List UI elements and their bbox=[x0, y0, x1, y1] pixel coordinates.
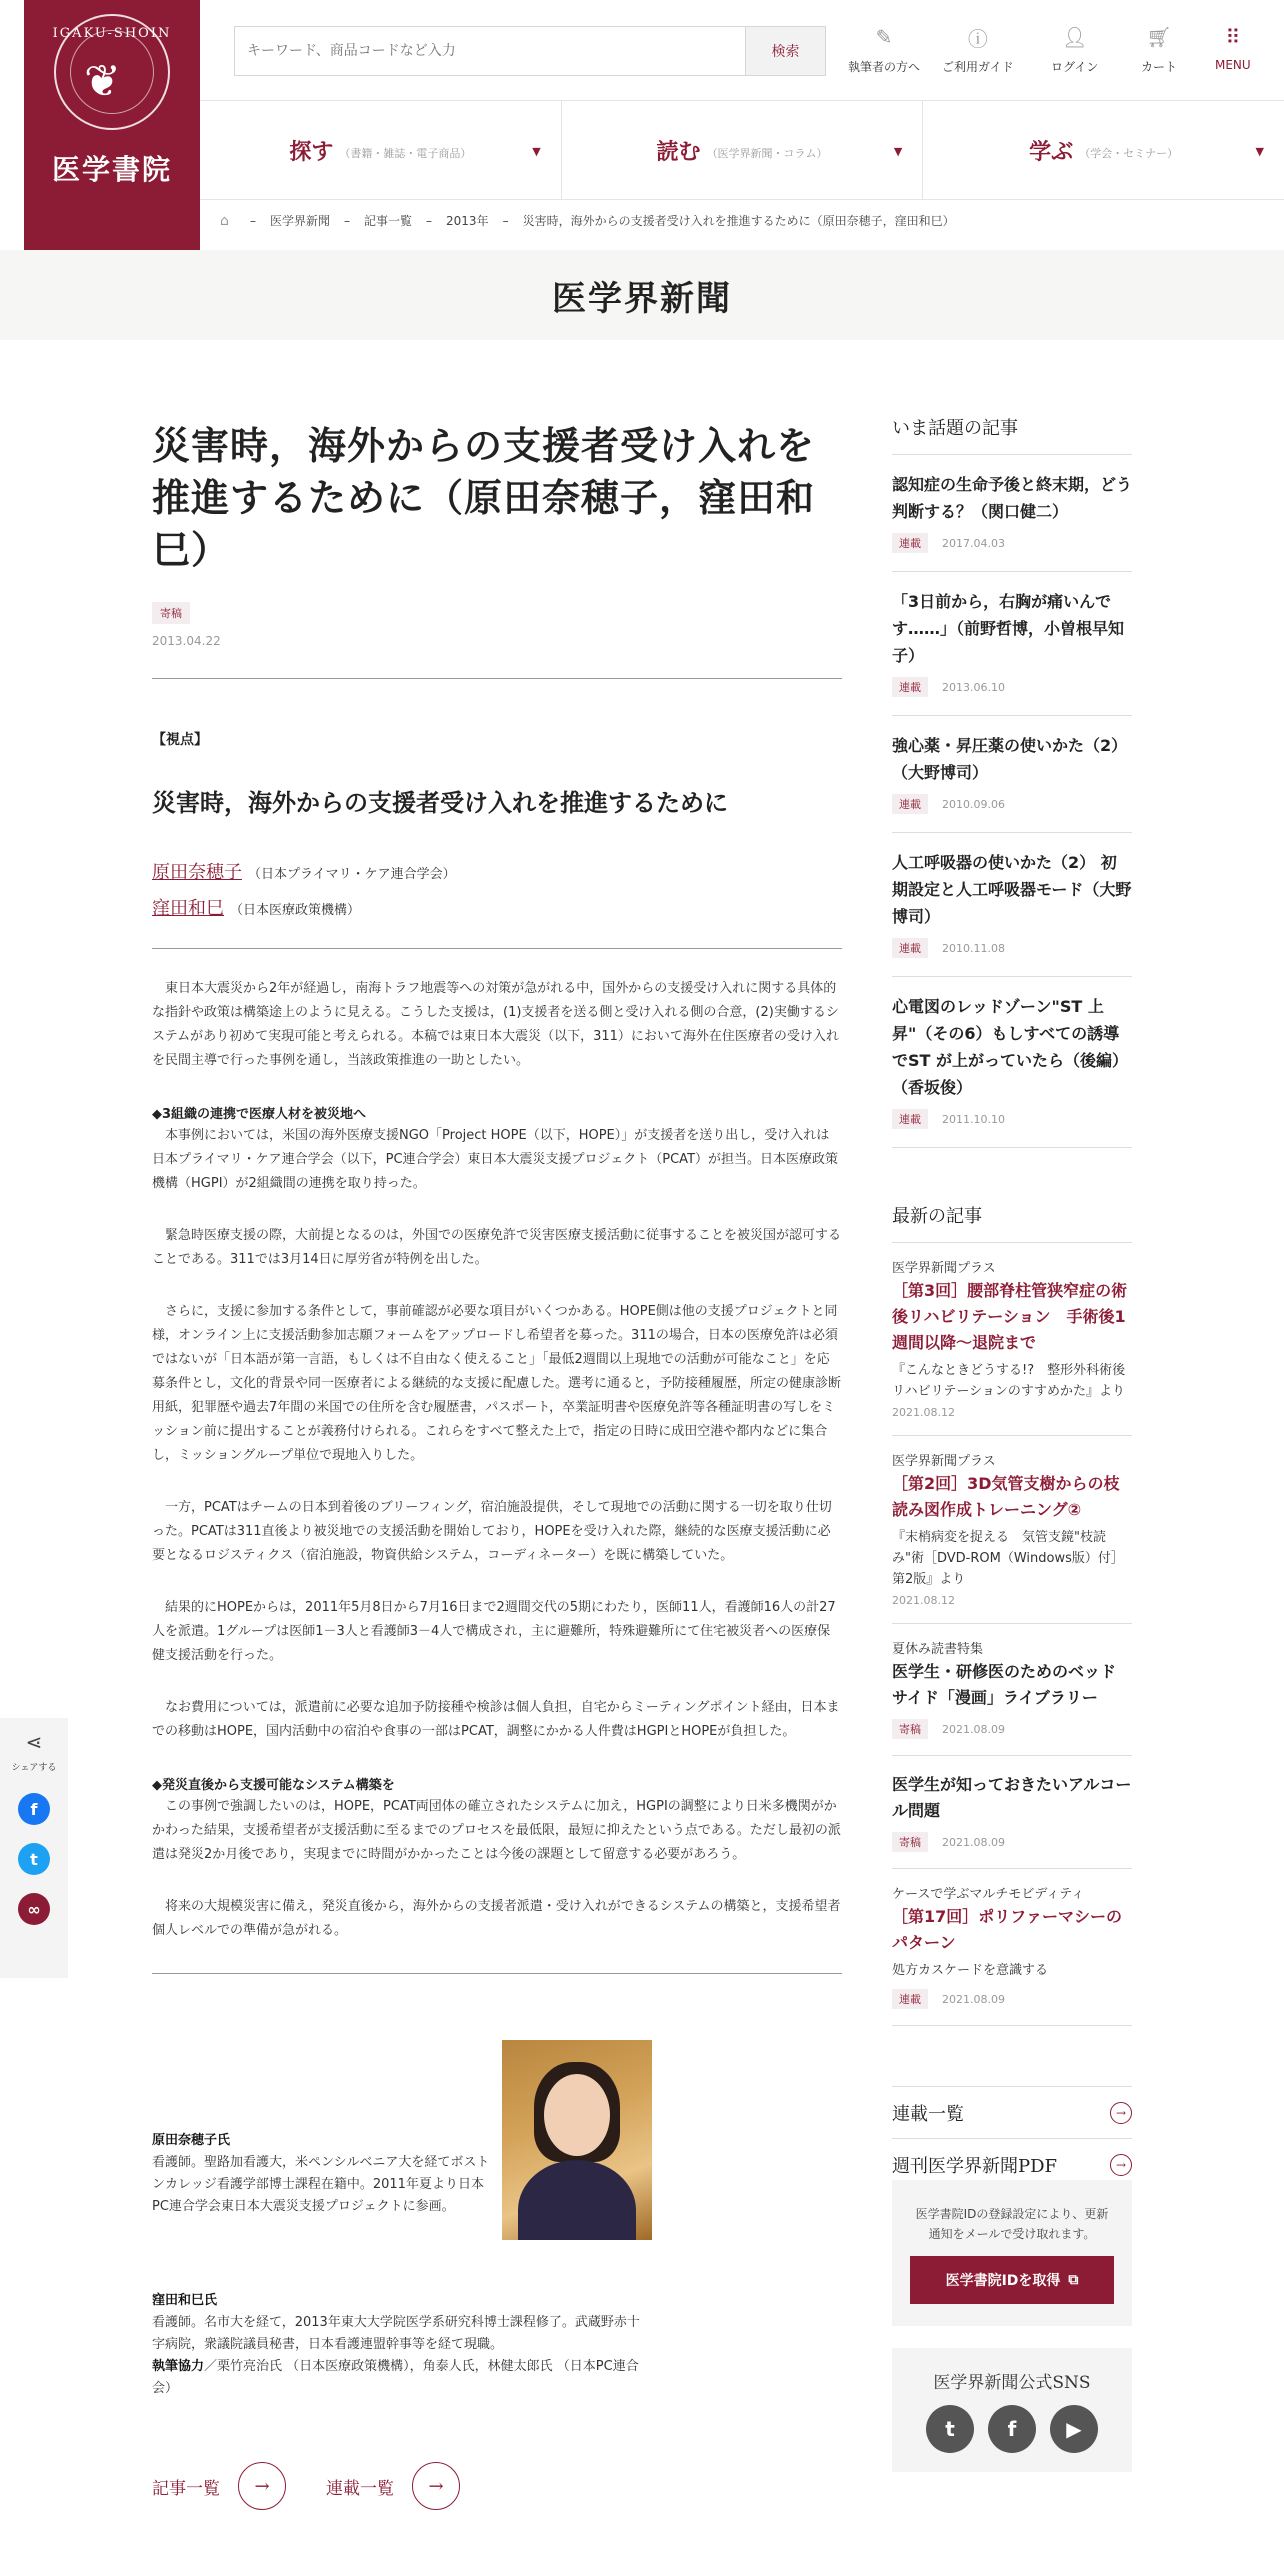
article-body bbox=[152, 977, 842, 1943]
paragraph: なお費用については，派遣前に必要な追加予防接種や検診は個人負担，自宅からミーティングポイント経由，日本までの移動はHOPE，国内活動中の宿泊や食事の一部はPCAT，調整にかかる人件費はHGPIとHOPEが負担した。 bbox=[152, 1700, 840, 1739]
breadcrumb-item[interactable]: 医学界新聞 bbox=[270, 214, 331, 228]
paragraph: さらに，支援に参加する条件として，事前確認が必要な項目がいくつかある。HOPE側は他の支援プロジェクトと同様，オンライン上に支援活動参加志願フォームをアップロードし希望者を募った。311の場合，日本の医療免許は必須ではないが「日本語が第一言語，もしくは不自由なく使えること」「最低2週間以上現地での活動が可能なこと」を応募条件とし，文化的背景や同一医療者による継続的な支援に配慮した。選考に通ると，予防接種履歴，所定の健康診断用紙，犯罪歴や過去7年間の米国での住所を含む履歴書，パスポート，卒業証明書や医療免許等各種証明書の写しをミッション前に提出することが義務付けられる。これらをすべて整えた上で，指定の日時に成田空港や都内などに集合し，ミッショングループ単位で現地入りした。 bbox=[152, 1304, 842, 1463]
section-title: 医学界新聞 bbox=[552, 278, 732, 319]
latest-item[interactable]: 夏休み読書特集 医学生・研修医のためのベッドサイド「漫画」ライブラリー 寄稿 2021.08.09 bbox=[892, 1624, 1132, 1756]
menu-button[interactable]: ⠿ MENU bbox=[1215, 25, 1251, 72]
author-name-link[interactable]: 原田奈穂子 bbox=[152, 862, 242, 883]
footer-links bbox=[152, 2462, 460, 2510]
nav-tab-read[interactable]: 読む （医学界新聞・コラム） ▼ bbox=[562, 101, 924, 199]
popular-item[interactable]: 心電図のレッドゾーン"ST 上昇"（その6）もしすべての誘導でST が上がっていたら（後編）（香坂俊） 連載 2011.10.10 bbox=[892, 977, 1132, 1148]
article-title: 災害時，海外からの支援者受け入れを推進するために（原田奈穂子，窪田和巳） bbox=[152, 423, 816, 572]
popular-item[interactable]: 認知症の生命予後と終末期，どう判断する？（関口健二） 連載 2017.04.03 bbox=[892, 455, 1132, 572]
popular-item[interactable]: 人工呼吸器の使いかた（2） 初期設定と人工呼吸器モード（大野博司） 連載 2010.11.08 bbox=[892, 833, 1132, 977]
article bbox=[152, 420, 842, 1974]
twitter-icon[interactable]: t bbox=[18, 1843, 50, 1875]
cart-icon: 🛒︎ bbox=[1146, 25, 1172, 49]
caret-down-icon: ▼ bbox=[532, 145, 541, 158]
paragraph: 緊急時医療支援の際，大前提となるのは，外国での医療免許で災害医療支援活動に従事することを被災国が認可することである。311では3月14日に厚労省が特例を出した。 bbox=[152, 1228, 842, 1267]
help-icon: ⓘ bbox=[967, 26, 988, 51]
weekly-pdf-link[interactable]: 週刊医学界新聞PDF → bbox=[892, 2139, 1132, 2191]
divider bbox=[152, 678, 842, 679]
share-icon[interactable]: ⋖ bbox=[25, 1730, 43, 1754]
caret-down-icon: ▼ bbox=[1255, 145, 1265, 158]
breadcrumb-item[interactable]: 記事一覧 bbox=[364, 214, 413, 228]
divider bbox=[152, 1973, 842, 1974]
youtube-icon[interactable]: ▶ bbox=[1050, 2405, 1098, 2453]
get-id-button[interactable]: 医学書院IDを取得 ⧉ bbox=[910, 2256, 1114, 2304]
phoenix-icon: ❦ bbox=[84, 56, 121, 107]
author-photo bbox=[502, 2040, 652, 2240]
author-item: 原田奈穂子 （日本プライマリ・ケア連合学会） bbox=[152, 862, 456, 883]
logo-arc-text: IGAKU-SHOIN bbox=[52, 26, 172, 41]
home-icon[interactable]: ⌂ bbox=[220, 212, 229, 229]
pen-icon: ✎ bbox=[875, 25, 893, 49]
latest-item[interactable]: ケースで学ぶマルチモビディティ ［第17回］ポリファーマシーのパターン 処方カスケードを意識する 連載 2021.08.09 bbox=[892, 1869, 1132, 2026]
sidebar bbox=[892, 414, 1132, 2191]
author-list bbox=[152, 858, 842, 920]
caret-down-icon: ▼ bbox=[893, 145, 903, 158]
nav-tab-learn[interactable]: 学ぶ （学会・セミナー） ▼ bbox=[1029, 138, 1265, 165]
latest-item[interactable]: 医学界新聞プラス ［第2回］3D気管支樹からの枝読み図作成トレーニング② 『末梢病変を捉える 気管支鏡"枝読み"術［DVD-ROM（Windows版）付］ 第2版』より 2021.08.12 bbox=[892, 1436, 1132, 1624]
article-date: 2013.04.22 bbox=[152, 634, 221, 648]
latest-item[interactable]: 医学生が知っておきたいアルコール問題 寄稿 2021.08.09 bbox=[892, 1756, 1132, 1869]
paragraph: 本事例においては，米国の海外医療支援NGO「Project HOPE（以下，HOPE）」が支援者を送り出し，受け入れは日本プライマリ・ケア連合学会（以下，PC連合学会）東日本大震災支援プロジェクト（PCAT）が担当。日本医療政策機構（HGPI）が2組織間の連携を取り持った。 bbox=[152, 1128, 839, 1191]
paragraph: 一方，PCATはチームの日本到着後のブリーフィング，宿泊施設提供，そして現地での活動に関する一切を取り仕切った。PCATは311直後より被災地での支援活動を開始しており，HOPEを受け入れた際，継続的な医療支援活動に必要となるロジスティクス（宿泊施設，物資供給システム，コーディネーター）を既に構築していた。 bbox=[152, 1500, 832, 1563]
search-button[interactable]: 検索 bbox=[745, 27, 825, 75]
paragraph: 東日本大震災から2年が経過し，南海トラフ地震等への対策が急がれる中，国外からの支援受け入れに関する具体的な指針や政策は構築途上のように見える。こうした支援は，(1)支援者を送る側と受け入れる側の合意，(2)実働するシステムがあり初めて実現可能と考えられる。本稿では東日本大震災（以下，311）において海外在住医療者の受け入れを民間主導で行った事例を通し，当該政策推進の一助としたい。 bbox=[152, 981, 839, 1068]
site-logo[interactable] bbox=[24, 0, 200, 250]
share-label: シェアする bbox=[11, 1763, 57, 1773]
paragraph: この事例で強調したいのは，HOPE，PCAT両団体の確立されたシステムに加え，HGPIの調整により日米多機関がかかわった結果，支援希望者が支援活動に至るまでのプロセスを最低限，最短に抑えたという点である。ただし最初の派遣は発災2か月後であり，実現までに時間がかかったことは今後の課題として留意する必要があろう。 bbox=[152, 1799, 841, 1862]
sns-heading: 医学界新聞公式SNS bbox=[933, 2373, 1091, 2393]
nav-tab-search[interactable]: 探す （書籍・雑誌・電子商品） ▼ bbox=[200, 101, 562, 199]
share-bar bbox=[0, 1718, 68, 1978]
viewpoint-label: 【視点】 bbox=[152, 732, 208, 748]
user-icon: 👤︎ bbox=[1062, 25, 1088, 49]
section-band bbox=[0, 250, 1284, 340]
section-heading: ◆3組織の連携で医療人材を被災地へ bbox=[152, 1107, 367, 1122]
search-input[interactable] bbox=[235, 27, 745, 75]
series-list-link[interactable]: 連載一覧 → bbox=[326, 2462, 460, 2510]
article-subtitle: 災害時，海外からの支援者受け入れを推進するために bbox=[152, 789, 728, 817]
latest-item[interactable]: 医学界新聞プラス ［第3回］腰部脊柱管狭窄症の術後リハビリテーション 手術後1週間以降～退院まで 『こんなときどうする!? 整形外科術後リハビリテーションのすすめかた』より 2021.08.12 bbox=[892, 1243, 1132, 1436]
paragraph: 結果的にHOPEからは，2011年5月8日から7月16日まで2週間交代の5期にわたり，医師11人，看護師16人の計27人を派遣。1グループは医師1－3人と看護師3－4人で構成され，主に避難所，特殊避難所にて住宅被災者への医療保健支援活動を行った。 bbox=[152, 1600, 836, 1663]
arrow-right-icon: → bbox=[412, 2462, 460, 2510]
logo-name: 医学書院 bbox=[51, 153, 172, 186]
author-item: 窪田和巳 （日本医療政策機構） bbox=[152, 898, 361, 919]
cart-link[interactable]: 🛒︎ カート bbox=[1141, 25, 1178, 74]
external-link-icon: ⧉ bbox=[1068, 2272, 1079, 2288]
profile-2: 窪田和巳氏 看護師。名市大を経て，2013年東大大学院医学系研究科博士課程修了。武蔵野赤十字病院，衆議院議員秘書，日本看護連盟幹事等を経て現職。 執筆協力／栗竹亮治氏 （日本医療政策機構），角泰人氏，林健太郎氏 （日本PC連合会） bbox=[152, 2293, 640, 2396]
sns-box bbox=[892, 2348, 1132, 2472]
facebook-icon[interactable]: f bbox=[988, 2405, 1036, 2453]
article-list-link[interactable]: 記事一覧 → bbox=[152, 2462, 286, 2510]
id-registration-box: 医学書院IDの登録設定により、更新通知をメールで受け取れます。 医学書院IDを取得 ⧉ bbox=[892, 2180, 1132, 2326]
popular-item[interactable]: 強心薬・昇圧薬の使いかた（2）（大野博司） 連載 2010.09.06 bbox=[892, 716, 1132, 833]
usage-guide-link[interactable]: ⓘ ご利用ガイド bbox=[942, 24, 1014, 75]
arrow-right-icon: → bbox=[1110, 2102, 1132, 2124]
popular-item[interactable]: 「3日前から，右胸が痛いんです……」（前野哲博，小曽根早知子） 連載 2013.06.10 bbox=[892, 572, 1132, 716]
grid-icon: ⠿ bbox=[1225, 25, 1241, 49]
twitter-icon[interactable]: t bbox=[926, 2405, 974, 2453]
breadcrumb-item[interactable]: 2013年 bbox=[446, 214, 489, 228]
arrow-right-icon: → bbox=[238, 2462, 286, 2510]
divider bbox=[152, 948, 842, 949]
facebook-icon[interactable]: f bbox=[18, 1793, 50, 1825]
author-name-link[interactable]: 窪田和巳 bbox=[152, 898, 224, 919]
link-icon[interactable]: ∞ bbox=[18, 1893, 50, 1925]
arrow-right-icon: → bbox=[1110, 2154, 1132, 2176]
main-nav bbox=[200, 100, 1284, 200]
breadcrumb: ⌂ – 医学界新聞 – 記事一覧 – 2013年 – 災害時，海外からの支援者受け入れを推進するために（原田奈穂子，窪田和巳） bbox=[220, 212, 955, 229]
author-guide-link[interactable]: ✎ 執筆者の方へ bbox=[848, 25, 921, 74]
section-heading: ◆発災直後から支援可能なシステム構築を bbox=[152, 1778, 395, 1793]
breadcrumb-current: 災害時，海外からの支援者受け入れを推進するために（原田奈穂子，窪田和巳） bbox=[522, 214, 955, 228]
search-bar bbox=[234, 26, 826, 76]
latest-heading: 最新の記事 bbox=[892, 1202, 1132, 1243]
series-list-sidebar-link[interactable]: 連載一覧 → bbox=[892, 2087, 1132, 2139]
article-tag[interactable]: 寄稿 bbox=[152, 602, 190, 624]
login-link[interactable]: 👤︎ ログイン bbox=[1051, 25, 1099, 74]
profile-1: 原田奈穂子氏 看護師。聖路加看護大，米ペンシルベニア大を経てボストンカレッジ看護学部博士課程在籍中。2011年夏より日本PC連合学会東日本大震災支援プロジェクトに参画。 bbox=[152, 2133, 490, 2214]
paragraph: 将来の大規模災害に備え，発災直後から，海外からの支援者派遣・受け入れができるシステムの構築と，支援希望者個人レベルでの準備が急がれる。 bbox=[152, 1899, 841, 1938]
popular-heading: いま話題の記事 bbox=[892, 414, 1132, 455]
